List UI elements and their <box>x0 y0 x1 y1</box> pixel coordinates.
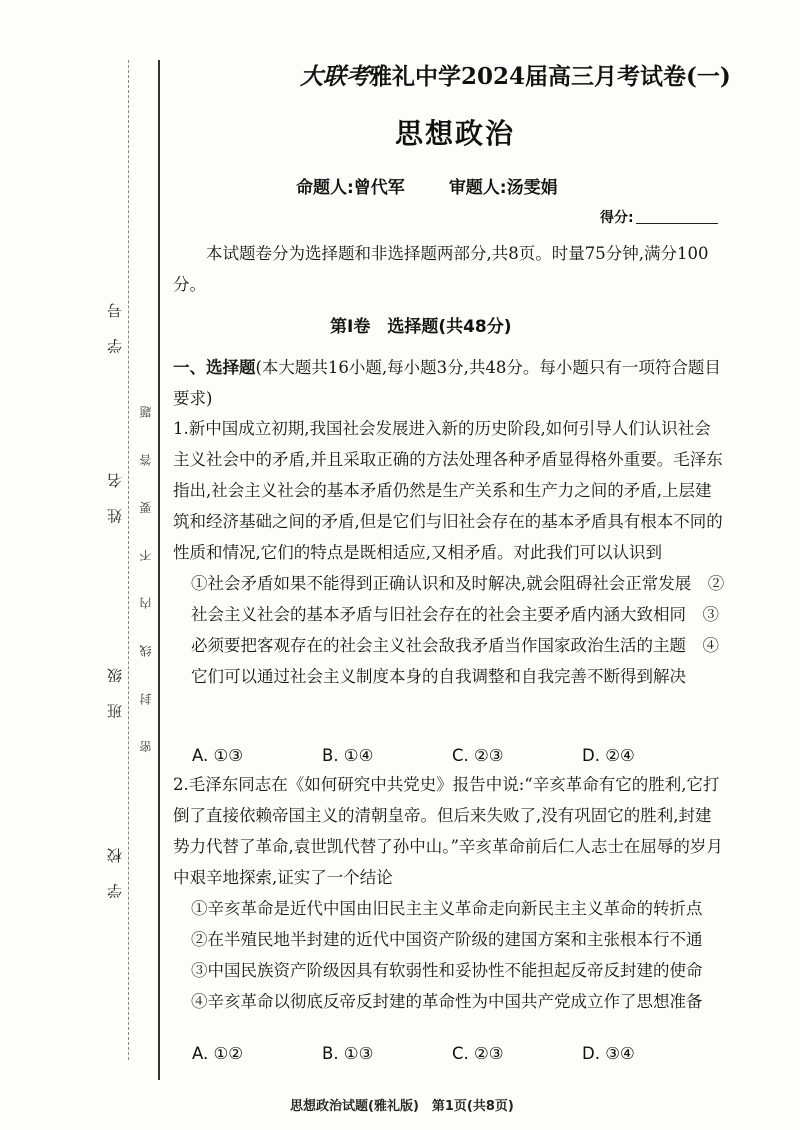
class-field <box>104 660 125 719</box>
authors-line <box>296 173 558 198</box>
option-a[interactable]: A. ①② <box>192 1044 244 1063</box>
score-blank[interactable] <box>636 223 718 224</box>
student-id-label: 学 号 <box>106 295 124 354</box>
score-field <box>600 207 718 227</box>
section-instructions: (本大题共16小题,每小题3分,共48分。每小题只有一项符合题目要求) <box>173 358 721 408</box>
binding-margin <box>0 0 175 1130</box>
binding-solid-line <box>158 60 160 1080</box>
reviewer: 审题人:汤雯娟 <box>448 178 558 198</box>
binding-seal-line <box>128 60 129 1060</box>
question-stem: 1.新中国成立初期,我国社会发展进入新的历史阶段,如何引导人们认识社会主义社会中的矛盾,并且采取正确的方法处理各种矛盾显得格外重要。毛泽东指出,社会主义社会的基本矛盾仍然是生产关系和生产力之间的矛盾,上层建筑和经济基础之间的矛盾,但是它们与旧社会存在的基本矛盾具有根本不同的性质和情况,它们的特点是既相适应,又相矛盾。对此我们可以认识到 <box>173 419 723 562</box>
question-1 <box>173 413 725 692</box>
option-c[interactable]: C. ②③ <box>452 746 504 765</box>
student-id-field <box>104 295 125 354</box>
intro-paragraph: 本试题卷分为选择题和非选择题两部分,共8页。时量75分钟,满分100分。 <box>173 244 709 294</box>
score-label: 得分: <box>600 210 634 226</box>
option-d[interactable]: D. ②④ <box>582 746 635 765</box>
question-stem: 2.毛泽东同志在《如何研究中共党史》报告中说:“辛亥革命有它的胜利,它打倒了直接依赖帝国主义的清朝皇帝。但后来失败了,没有巩固它的胜利,封建势力代替了革命,袁世凯代替了孙中山。”辛亥革命前后仁人志士在屈辱的岁月中艰辛地探索,证实了一个结论 <box>173 775 723 887</box>
school-field <box>104 840 125 899</box>
option-a[interactable]: A. ①③ <box>192 746 244 765</box>
question-number: 1. <box>173 419 189 438</box>
setter: 命题人:曾代军 <box>296 178 405 198</box>
section-heading <box>173 352 725 414</box>
exam-title: 雅礼中学2024届高三月考试卷(一) <box>369 63 731 90</box>
option-b[interactable]: B. ①③ <box>322 1044 374 1063</box>
name-label: 姓 名 <box>106 465 124 524</box>
question-statements: ①社会矛盾如果不能得到正确认识和及时解决,就会阻碍社会正常发展 ②社会主义社会的基本矛盾与旧社会存在的社会主要矛盾内涵大致相同 ③必须要把客观存在的社会主义社会敌我矛盾当作国家政治生活的主题 ④它们可以通过社会主义制度本身的自我调整和自我完善不断得到解决 <box>191 574 725 686</box>
exam-series-title <box>300 58 731 91</box>
question-statements: ①辛亥革命是近代中国由旧民主主义革命走向新民主主义革命的转折点 ②在半殖民地半封建的近代中国资产阶级的建国方案和主张根本行不通 ③中国民族资产阶级因具有软弱性和妥协性不能担起反帝反封建的使命 ④辛亥革命以彻底反帝反封建的革命性为中国共产党成立作了思想准备 <box>191 899 719 1011</box>
school-label: 学 校 <box>106 840 124 899</box>
question-number: 2. <box>173 775 189 794</box>
option-c[interactable]: C. ②③ <box>452 1044 504 1063</box>
name-field <box>104 465 125 524</box>
class-label: 班 级 <box>106 660 124 719</box>
option-b[interactable]: B. ①④ <box>322 746 374 765</box>
page-footer: 思想政治试题(雅礼版) 第1页(共8页) <box>290 1099 514 1114</box>
seal-warning: 密 封 线 内 不 要 答 题 <box>139 390 153 753</box>
section-lead: 一、选择题 <box>173 358 256 377</box>
question-2 <box>173 769 725 1017</box>
option-d[interactable]: D. ③④ <box>582 1044 635 1063</box>
part-title: 第Ⅰ卷 选择题(共48分) <box>330 317 512 337</box>
subject-title: 思想政治 <box>395 117 516 150</box>
brand-logo-text: 大联考 <box>300 63 369 90</box>
